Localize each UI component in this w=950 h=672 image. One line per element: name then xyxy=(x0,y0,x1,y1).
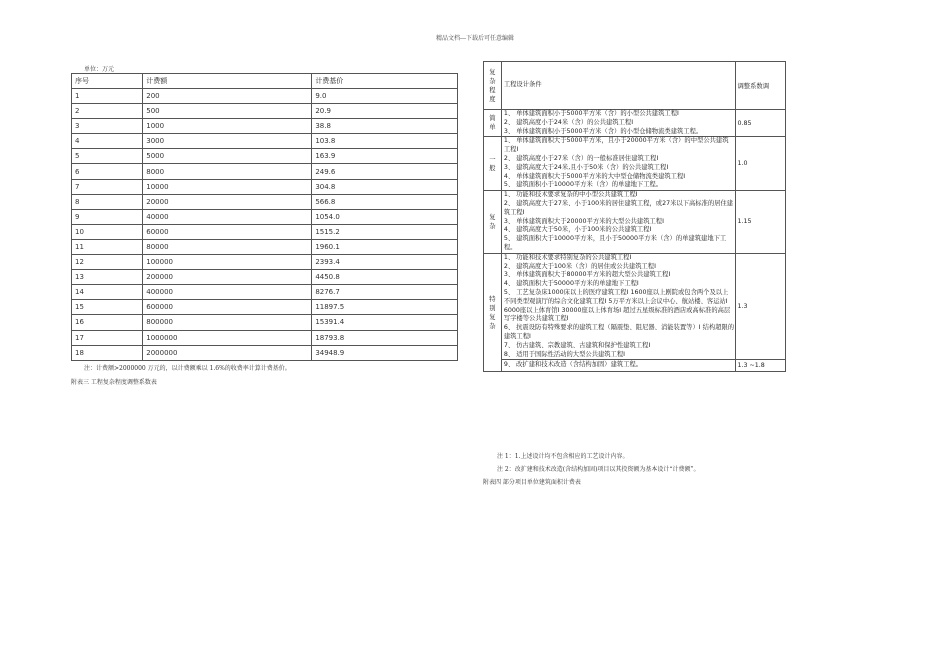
table-row xyxy=(72,149,458,164)
fee-amount-cell: 60000 xyxy=(143,224,312,239)
base-price-cell: 4450.8 xyxy=(312,270,458,285)
condition-line: 3、 单体建筑面积小于5000平方米（含）的小型仓储物流类建筑工程。 xyxy=(503,127,703,135)
complexity-row-last xyxy=(484,360,786,372)
index-cell: 15 xyxy=(72,300,143,315)
condition-line: 5、 建筑面积小于10000平方米（含）的单建地下工程。 xyxy=(503,181,663,189)
index-cell: 5 xyxy=(72,149,143,164)
fee-amount-cell: 500 xyxy=(143,104,312,119)
fee-amount-cell: 2000000 xyxy=(143,345,312,360)
condition-line: 1、 单体建筑面积小于5000平方米（含）的小型公共建筑工程I xyxy=(503,110,679,117)
fee-amount-cell: 1000000 xyxy=(143,330,312,345)
table-row xyxy=(72,239,458,254)
condition-line: 5、 建筑面积大于10000平方米，且小于50000平方米（含）的单建筑建地下工程。 xyxy=(503,235,727,251)
table-row xyxy=(72,179,458,194)
base-price-cell: 20.9 xyxy=(312,104,458,119)
col-header-index: 序号 xyxy=(72,74,143,89)
condition-line: 1、 单体建筑面积大于5000平方米，且小于20000平方米（含）的中型公共建筑工程I xyxy=(503,137,729,154)
index-cell: 16 xyxy=(72,315,143,330)
condition-line: 4、 建筑面积大于50000平方米的单建地下工程I xyxy=(503,280,639,288)
complexity-row xyxy=(484,137,786,191)
condition-line: 1、 功能和技术要求复杂的中小型公共建筑工程I xyxy=(503,191,638,199)
base-price-cell: 15391.4 xyxy=(312,315,458,330)
level-cell: 特 别 复 杂 xyxy=(484,253,502,372)
condition-line: 1、 功能和技术要求特别复杂的公共建筑工程I xyxy=(503,253,632,261)
condition-line: 2、 建筑高度大于100米（含）的居住或公共建筑工程I xyxy=(503,262,656,270)
table-row xyxy=(72,285,458,300)
fee-table-header-row xyxy=(72,74,458,89)
fee-amount-cell: 600000 xyxy=(143,300,312,315)
fee-amount-cell: 200000 xyxy=(143,270,312,285)
complexity-row xyxy=(484,110,786,137)
condition-line: 6、 抗震设防有特殊要求的建筑工程（隔震垫、阻尼器、消能装置等）I 结构超限的建筑工程I xyxy=(503,324,735,340)
table-row xyxy=(72,134,458,149)
index-cell: 9 xyxy=(72,209,143,224)
complexity-header-row xyxy=(484,62,786,110)
fee-amount-cell: 5000 xyxy=(143,149,312,164)
base-price-cell: 1960.1 xyxy=(312,239,458,254)
col-header-condition: 工程设计条件 xyxy=(501,62,735,110)
condition-cell xyxy=(501,253,735,360)
index-cell: 14 xyxy=(72,285,143,300)
condition-cell xyxy=(501,137,735,191)
condition-cell xyxy=(501,191,735,254)
coefficient-cell: 1.0 xyxy=(735,137,786,191)
index-cell: 4 xyxy=(72,134,143,149)
index-cell: 12 xyxy=(72,255,143,270)
base-price-cell: 1515.2 xyxy=(312,224,458,239)
complexity-table xyxy=(483,61,786,372)
base-price-cell: 249.6 xyxy=(312,164,458,179)
fee-amount-cell: 1000 xyxy=(143,119,312,134)
level-cell: 简 单 xyxy=(484,110,502,137)
base-price-cell: 304.8 xyxy=(312,179,458,194)
table-row xyxy=(72,194,458,209)
coefficient-cell: 1.3 ~1.8 xyxy=(735,360,786,372)
table-row xyxy=(72,224,458,239)
col-header-base-price: 计费基价 xyxy=(312,74,458,89)
fee-amount-cell: 100000 xyxy=(143,255,312,270)
fee-amount-cell: 80000 xyxy=(143,239,312,254)
table-row xyxy=(72,119,458,134)
index-cell: 6 xyxy=(72,164,143,179)
table-row xyxy=(72,164,458,179)
col-header-coefficient: 调整系数调 xyxy=(735,62,786,110)
condition-line: 2、 建筑高度大于27米、小于100米的居住建筑工程，或27米以下高标准的居住建筑工程I xyxy=(503,199,734,216)
table-row xyxy=(72,89,458,104)
index-cell: 17 xyxy=(72,330,143,345)
base-price-cell: 103.8 xyxy=(312,134,458,149)
base-price-cell: 163.9 xyxy=(312,149,458,164)
fee-amount-cell: 3000 xyxy=(143,134,312,149)
note-one: 注 1：1.上述设计均不包含相应的工艺设计内容。 xyxy=(497,453,629,460)
index-cell: 8 xyxy=(72,194,143,209)
condition-line: 7、 仿古建筑、宗教建筑、古建筑和保护性建筑工程I xyxy=(503,341,651,349)
appendix-four-title: 附表四 部分项目单位建筑面积计费表 xyxy=(483,479,581,486)
condition-line: 3、 单体建筑面积大于80000平方米的超大型公共建筑工程I xyxy=(503,271,671,279)
condition-line: 8、 适用于国际性活动的大型公共建筑工程I xyxy=(503,350,626,358)
fee-amount-cell: 20000 xyxy=(143,194,312,209)
table-row xyxy=(72,255,458,270)
complexity-row xyxy=(484,191,786,254)
appendix-three-title: 附表三 工程复杂程度调整系数表 xyxy=(71,379,157,386)
fee-amount-cell: 800000 xyxy=(143,315,312,330)
condition-line: 4、 建筑高度大于50米，小于100米的公共建筑工程I xyxy=(503,226,652,234)
table-row xyxy=(72,270,458,285)
fee-amount-cell: 400000 xyxy=(143,285,312,300)
fee-amount-cell: 200 xyxy=(143,89,312,104)
page-header: 精品文档---下载后可任意编辑 xyxy=(435,35,515,42)
coefficient-cell: 0.85 xyxy=(735,110,786,137)
coefficient-cell: 1.3 xyxy=(735,253,786,360)
index-cell: 11 xyxy=(72,239,143,254)
fee-note: 注：计费额>2000000 万元的，以计费额乘以 1.6%的收费率计算计费基价。 xyxy=(84,365,291,372)
condition-line: 3、 建筑高度大于24米,且小于50米（含）的公共建筑工程I xyxy=(503,163,669,171)
base-price-cell: 1054.0 xyxy=(312,209,458,224)
condition-cell xyxy=(501,110,735,137)
index-cell: 1 xyxy=(72,89,143,104)
unit-label: 单位：万元 xyxy=(84,66,115,73)
table-row xyxy=(72,300,458,315)
level-cell: 一 般 xyxy=(484,137,502,191)
index-cell: 3 xyxy=(72,119,143,134)
condition-line: 2、 建筑高度小于27米（含）的一般标准居住建筑工程I xyxy=(503,154,659,162)
fee-amount-cell: 40000 xyxy=(143,209,312,224)
fee-table xyxy=(71,73,458,361)
index-cell: 13 xyxy=(72,270,143,285)
base-price-cell: 18793.8 xyxy=(312,330,458,345)
note-two: 注 2：改扩建和技术改造(含结构加固)项目以其投资额为基本设计“计费额”。 xyxy=(497,466,700,473)
fee-amount-cell: 10000 xyxy=(143,179,312,194)
complexity-row xyxy=(484,253,786,360)
index-cell: 10 xyxy=(72,224,143,239)
base-price-cell: 566.8 xyxy=(312,194,458,209)
index-cell: 7 xyxy=(72,179,143,194)
coefficient-cell: 1.15 xyxy=(735,191,786,254)
index-cell: 18 xyxy=(72,345,143,360)
condition-cell: 9、 改扩建和技术改造（含结构加固）建筑工程。 xyxy=(501,360,735,372)
condition-line: 2、 建筑高度小于24米（含）的公共建筑工程I xyxy=(503,118,634,126)
col-header-level: 复 杂 程 度 xyxy=(484,62,502,110)
base-price-cell: 11897.5 xyxy=(312,300,458,315)
base-price-cell: 2393.4 xyxy=(312,255,458,270)
level-cell: 复 杂 xyxy=(484,191,502,254)
condition-line: 4、 单体建筑面积大于5000平方米的大中型仓储物流类建筑工程I xyxy=(503,172,686,180)
base-price-cell: 8276.7 xyxy=(312,285,458,300)
col-header-fee-amount: 计费额 xyxy=(143,74,312,89)
base-price-cell: 9.0 xyxy=(312,89,458,104)
table-row xyxy=(72,315,458,330)
index-cell: 2 xyxy=(72,104,143,119)
table-row xyxy=(72,345,458,360)
fee-amount-cell: 8000 xyxy=(143,164,312,179)
table-row xyxy=(72,209,458,224)
base-price-cell: 34948.9 xyxy=(312,345,458,360)
table-row xyxy=(72,330,458,345)
table-row xyxy=(72,104,458,119)
condition-line: 3、 单体建筑面积大于20000平方米的大型公共建筑工程I xyxy=(503,217,664,225)
base-price-cell: 38.8 xyxy=(312,119,458,134)
condition-line: 5、 工艺复杂床1000床以上的医疗建筑工程I 1600座以上剧院或包含两个及以上不同类型观演厅的综合文化建筑工程I 5万平方米以上会议中心、航站楼、客运站I 6000座以上体育馆I 30000座以上体育场I 超过五星级标准的酒店或高标准的高层写字楼等公共建筑工程I xyxy=(503,288,731,323)
